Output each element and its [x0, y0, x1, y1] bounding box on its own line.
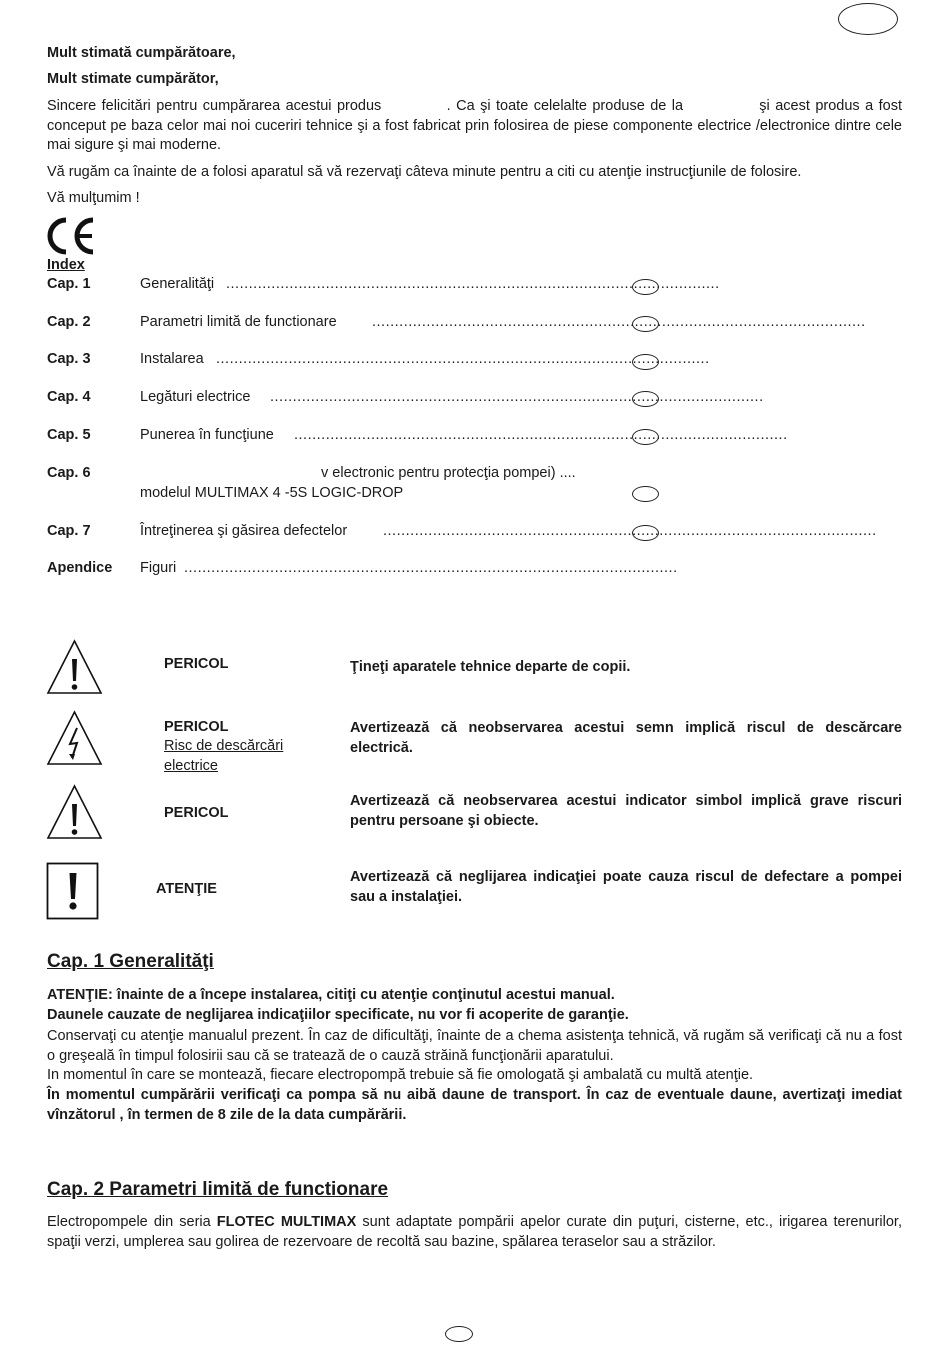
page-number-oval	[632, 391, 659, 407]
page-number-oval	[632, 354, 659, 370]
toc-title: Generalităţi	[140, 276, 215, 292]
toc-leader-dots: .............................................................................................................	[184, 560, 678, 576]
cap2-heading: Cap. 2 Parametri limită de functionare	[47, 1179, 389, 1200]
symbol-description: Avertizează că neglijarea indicaţiei poate cauza riscul de defectare a pompei sau a instalaţiei.	[350, 869, 902, 905]
page-number-oval	[632, 279, 659, 295]
toc-cap-number: Apendice	[47, 560, 113, 576]
toc-title: Întreţinerea şi găsirea defectelor	[140, 523, 348, 539]
toc-cap-number: Cap. 7	[47, 523, 91, 539]
thanks-paragraph: Vă mulţumim !	[47, 190, 140, 206]
toc-cap-number: Cap. 3	[47, 351, 91, 367]
symbol-description: Avertizează că neobservarea acestui semn implică riscul de descărcare electrică.	[350, 720, 902, 756]
cap1-warranty-note: Daunele cauzate de neglijarea indicaţiilor specificate, nu vor fi acoperite de garanţie.	[47, 1007, 629, 1023]
toc-leader-dots: .............................................................................................................	[372, 314, 866, 330]
warning-exclamation-icon	[46, 639, 103, 699]
electric-hazard-icon	[46, 710, 103, 770]
toc-cap-number: Cap. 4	[47, 389, 91, 405]
toc-title: Legături electrice	[140, 389, 251, 405]
symbol-label: PERICOL	[164, 805, 229, 821]
toc-leader-dots: .............................................................................................................	[270, 389, 764, 405]
page-number-oval	[445, 1326, 473, 1342]
toc-cap-number: Cap. 1	[47, 276, 91, 292]
attention-square-icon	[46, 862, 100, 924]
symbol-description: Ţineţi aparatele tehnice departe de copii.	[350, 659, 631, 675]
greeting-line-2: Mult stimate cumpărător,	[47, 71, 219, 87]
symbol-label: PERICOL	[164, 719, 229, 735]
toc-cap-number: Cap. 2	[47, 314, 91, 330]
toc-cap-number: Cap. 5	[47, 427, 91, 443]
cap2-text-end: sunt adaptate pompării apelor curate din puţuri, cisterne, etc., irigarea terenurilor, spaţii verzi, umplerea sau golirea de rezervoare de recoltă sau bazine, spălarea teraselor sau a străzilor.	[47, 1214, 907, 1250]
toc-leader-dots: .............................................................................................................	[383, 523, 877, 539]
page-number-oval	[632, 486, 659, 502]
language-badge-oval	[838, 3, 898, 35]
product-series-name: FLOTEC MULTIMAX	[216, 1214, 357, 1230]
toc-title: Instalarea	[140, 351, 204, 367]
cap1-transport-note: În momentul cumpărării verificaţi ca pompa să nu aibă daune de transport. În caz de eventuale daune, avertizaţi imediat vînzătorul , în termen de 8 zile de la data cumpărării.	[47, 1087, 902, 1123]
cap1-packaging-note: In momentul în care se montează, fiecare electropompă trebuie să fie omologată şi ambalată cu multă atenţie.	[47, 1067, 754, 1083]
page-number-oval	[632, 429, 659, 445]
symbol-description: Avertizează că neobservarea acestui indicator simbol implică grave riscuri pentru persoane şi obiecte.	[350, 793, 902, 829]
toc-title: Parametri limită de functionare	[140, 314, 337, 330]
cap2-text-start: Electropompele din seria	[47, 1214, 217, 1230]
toc-leader-dots: .............................................................................................................	[216, 351, 710, 367]
page-number-oval	[632, 316, 659, 332]
cap1-manual-note: Conservaţi cu atenţie manualul prezent. În caz de dificultăţi, înainte de a chema asistenţa tehnică, vă rugăm să verificaţi că nu a fost o greşeală în timpul folosirii sau că se tratează de o cauză străină funcţionării aparatului.	[47, 1028, 902, 1064]
symbol-sublabel: Risc de descărcări electrice	[164, 738, 284, 774]
cap1-attention: ATENŢIE: înainte de a începe instalarea, citiţi cu atenţie conţinutul acestui manual.	[47, 987, 615, 1003]
instructions-paragraph: Vă rugăm ca înainte de a folosi aparatul să vă rezervaţi câteva minute pentru a citi cu atenţie instrucţiunile de folosire.	[47, 164, 802, 180]
toc-title: v electronic pentru protecţia pompei) ....	[321, 465, 576, 481]
toc-cap-number: Cap. 6	[47, 465, 91, 481]
page-number-oval	[632, 525, 659, 541]
intro-paragraph: Sincere felicitări pentru cumpărarea acestui produs . Ca şi toate celelalte produse de la şi acest produs a fost conceput pe baza celor mai noi cuceriri tehnice şi a fost fabricat prin folosirea de piese componente electrice /electronice dintre cele mai sigure şi mai moderne.	[47, 98, 907, 153]
toc-title: Punerea în funcţiune	[140, 427, 274, 443]
symbol-label: ATENŢIE	[156, 881, 217, 897]
warning-exclamation-icon	[46, 784, 103, 844]
toc-leader-dots: .............................................................................................................	[226, 276, 720, 292]
cap2-paragraph	[47, 1213, 907, 1252]
toc-title-second-line: modelul MULTIMAX 4 -5S LOGIC-DROP	[140, 485, 404, 501]
cap1-heading: Cap. 1 Generalităţi	[47, 951, 214, 972]
toc-leader-dots: .............................................................................................................	[294, 427, 788, 443]
index-heading: Index	[47, 257, 85, 273]
toc-title: Figuri	[140, 560, 177, 576]
greeting-line-1: Mult stimată cumpărătoare,	[47, 45, 236, 61]
symbol-label: PERICOL	[164, 656, 229, 672]
ce-mark-icon	[46, 217, 98, 259]
